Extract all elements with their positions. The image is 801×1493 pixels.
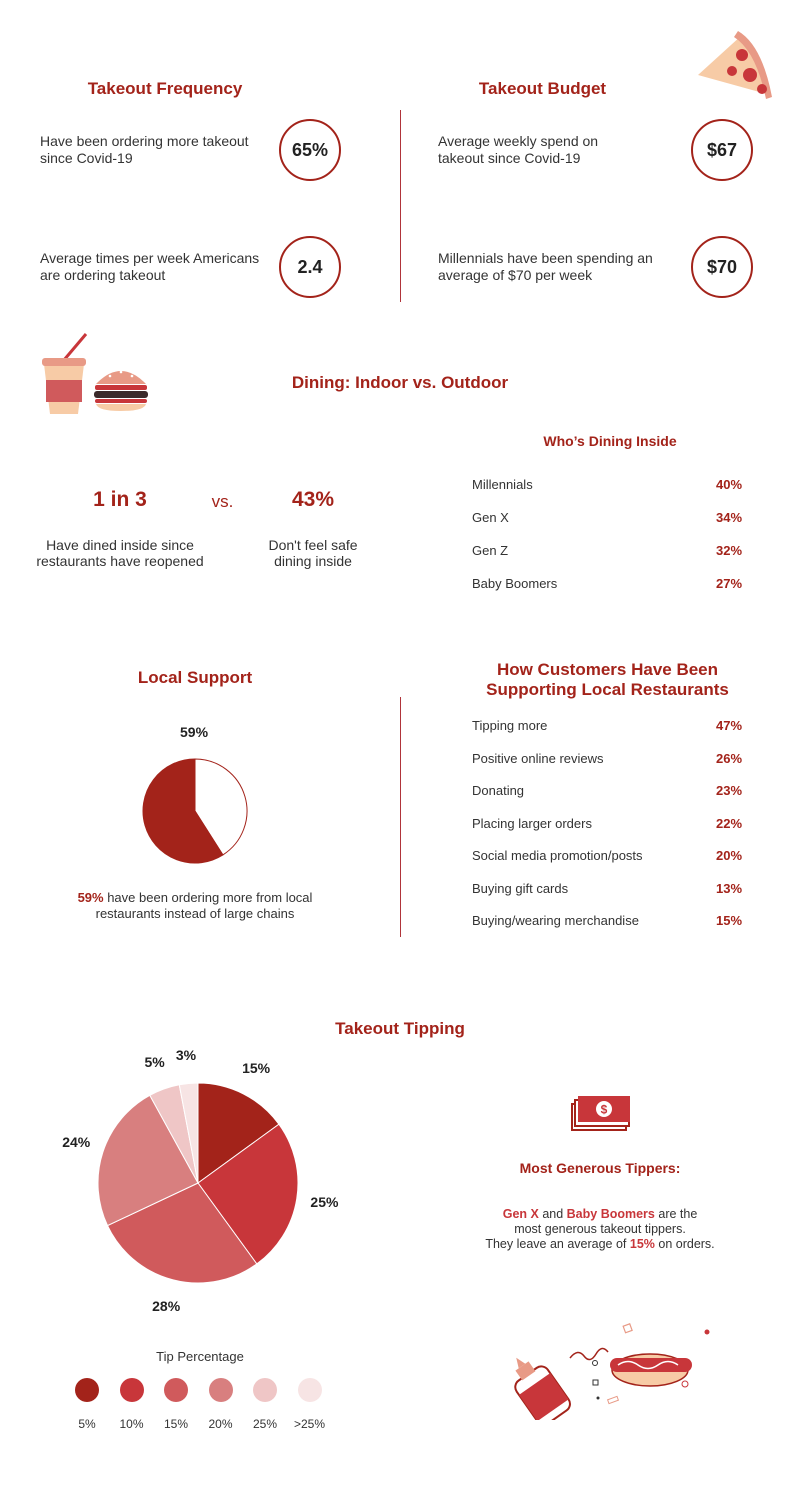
budget-stat2-text: Millennials have been spending an average of $70 per week <box>438 250 653 283</box>
takeout-frequency-title: Takeout Frequency <box>87 79 243 98</box>
boomers-highlight: Baby Boomers <box>566 1207 655 1221</box>
generous-line2: most generous takeout tippers. <box>514 1222 686 1236</box>
support-row-value: 15% <box>716 913 743 928</box>
legend-title: Tip Percentage <box>156 1349 244 1364</box>
support-row-value: 47% <box>716 718 743 733</box>
tip-pie-label: 3% <box>175 1046 197 1063</box>
tip-pie-label: 25% <box>310 1194 339 1211</box>
money-bills-icon <box>570 1094 632 1132</box>
dining-left-value: 1 in 3 <box>93 488 147 511</box>
local-support-pie <box>140 756 250 866</box>
inside-row-value: 27% <box>716 576 743 591</box>
support-row-value: 23% <box>716 783 743 798</box>
line1-rest: are the <box>654 1207 698 1221</box>
legend-swatch <box>75 1378 99 1402</box>
local-caption <box>55 890 335 922</box>
inside-row-value: 34% <box>716 510 743 525</box>
tipping-pie <box>95 1080 301 1286</box>
support-row-label: Buying/wearing merchandise <box>472 913 639 928</box>
frequency-stat1-value: 65% <box>291 139 329 160</box>
inside-row-label: Millennials <box>472 477 533 492</box>
legend-swatch <box>298 1378 322 1402</box>
frequency-stat1-circle <box>279 119 341 181</box>
frequency-stat2-text: Average times per week Americans are ordering takeout <box>40 250 260 283</box>
support-title-line1: How Customers Have Been <box>496 660 719 679</box>
inside-row-label: Gen X <box>472 510 509 525</box>
legend-label: 10% <box>119 1417 144 1431</box>
support-row-label: Positive online reviews <box>472 750 604 766</box>
local-caption-highlight: 59% <box>77 890 104 905</box>
support-row-value: 22% <box>716 815 743 831</box>
generous-line3 <box>460 1237 740 1252</box>
inside-row-value: 40% <box>716 477 743 492</box>
legend-label: 25% <box>252 1417 278 1431</box>
inside-row-label: Baby Boomers <box>472 576 558 591</box>
support-row-label: Donating <box>472 783 525 798</box>
local-pie-label: 59% <box>180 724 209 740</box>
inside-row-value: 32% <box>716 543 743 558</box>
budget-stat1-circle <box>691 119 753 181</box>
support-row-label: Placing larger orders <box>472 815 592 831</box>
frequency-stat2-circle <box>279 236 341 298</box>
and-text: and <box>538 1207 567 1221</box>
dining-right-text: Don't feel safe dining inside <box>268 537 358 569</box>
support-row-value: 20% <box>716 848 743 863</box>
middle-divider <box>400 697 401 937</box>
budget-stat2-circle <box>691 236 753 298</box>
line3-post: on orders. <box>654 1237 715 1251</box>
dining-vs: vs. <box>211 492 234 511</box>
legend-swatch <box>253 1378 277 1402</box>
tip-pie-label: 28% <box>152 1297 181 1314</box>
legend-swatch <box>164 1378 188 1402</box>
line3-pre: They leave an average of <box>485 1237 630 1251</box>
tip-pie-label: 5% <box>144 1053 165 1070</box>
budget-stat2-value: $70 <box>706 256 738 277</box>
tipping-title: Takeout Tipping <box>335 1019 465 1038</box>
ketchup-hotdog-icon <box>500 1320 720 1420</box>
dining-right-value: 43% <box>291 488 335 511</box>
takeout-budget-title: Takeout Budget <box>478 79 607 98</box>
support-row-label: Social media promotion/posts <box>472 848 643 863</box>
tip-pie-label: 24% <box>62 1134 91 1151</box>
svg-text:$: $ <box>600 1102 608 1117</box>
dining-left-text: Have dined inside since restaurants have reopened <box>36 537 204 569</box>
frequency-stat1-text: Have been ordering more takeout since Covid-19 <box>40 133 249 166</box>
support-row-value: 13% <box>716 880 743 896</box>
local-support-title: Local Support <box>137 668 253 687</box>
dining-title: Dining: Indoor vs. Outdoor <box>291 373 509 392</box>
local-caption-rest: have been ordering more from local restaurants instead of large chains <box>95 890 313 921</box>
legend-label: 20% <box>208 1417 233 1431</box>
support-title <box>440 660 775 700</box>
support-row-label: Tipping more <box>472 718 548 733</box>
generous-text <box>460 1207 740 1252</box>
inside-row-label: Gen Z <box>472 543 509 558</box>
support-row-value: 26% <box>716 750 743 766</box>
frequency-stat2-value: 2.4 <box>297 256 323 277</box>
inside-title: Who’s Dining Inside <box>543 433 677 449</box>
soda-cup-icon <box>38 332 90 417</box>
budget-stat1-text: Average weekly spend on takeout since Covid-19 <box>438 133 599 166</box>
budget-stat1-value: $67 <box>706 139 738 160</box>
tip-pie-label: 15% <box>242 1059 271 1076</box>
generous-title: Most Generous Tippers: <box>519 1160 681 1176</box>
gen-x-highlight: Gen X <box>502 1207 539 1221</box>
legend-label: 15% <box>163 1417 189 1431</box>
generous-line1 <box>460 1207 740 1222</box>
legend-label: >25% <box>293 1417 326 1431</box>
legend-swatch <box>209 1378 233 1402</box>
support-row-label: Buying gift cards <box>472 880 569 896</box>
top-divider <box>400 110 401 302</box>
pizza-slice-icon <box>690 25 775 100</box>
support-title-line2: Supporting Local Restaurants <box>486 680 729 699</box>
line3-pct: 15% <box>629 1237 655 1251</box>
burger-icon <box>92 362 150 412</box>
legend-label: 5% <box>78 1417 96 1431</box>
legend-swatch <box>120 1378 144 1402</box>
